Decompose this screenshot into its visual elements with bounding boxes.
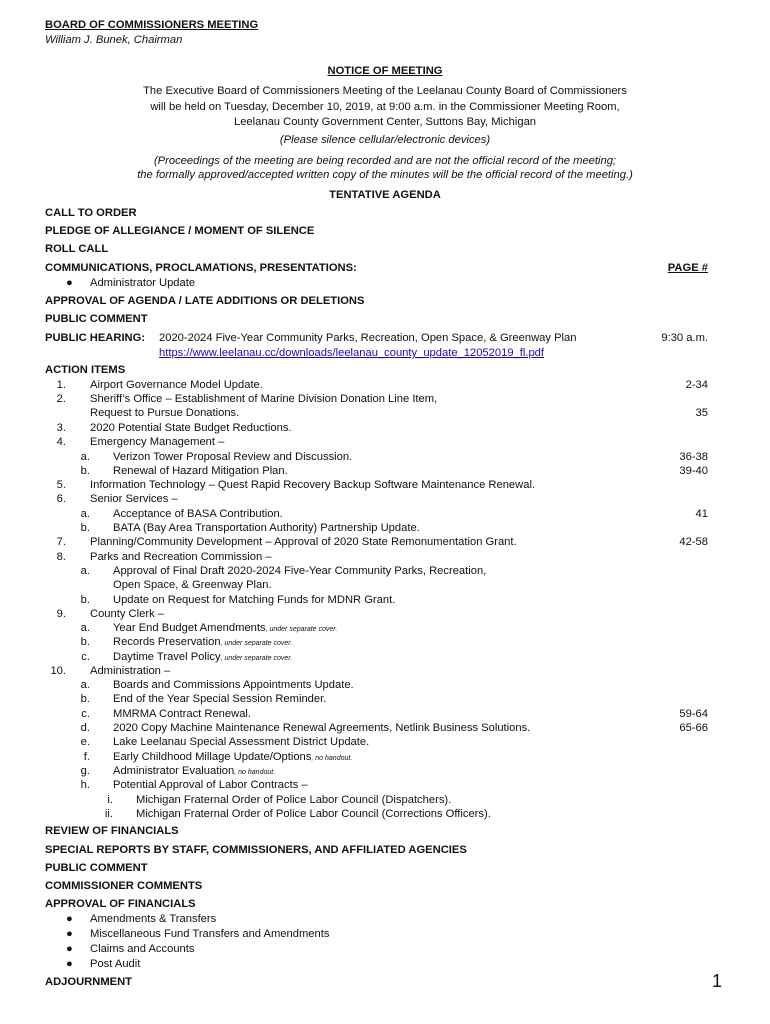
action-item: [0, 392, 770, 406]
item-title: Administrator Evaluation: [113, 765, 235, 777]
commissioner-comments-heading: COMMISSIONER COMMENTS: [45, 880, 203, 892]
admin-update: Administrator Update: [90, 277, 196, 289]
item-number: b.: [80, 594, 90, 606]
list-item: [0, 942, 770, 956]
item-number: d.: [80, 722, 90, 734]
item-text: [113, 735, 369, 751]
proceedings-line: (Proceedings of the meeting are being recorded and are not the official record of the meeting;: [153, 155, 617, 167]
action-item: [0, 807, 770, 821]
list-item: [0, 276, 770, 290]
item-number: c.: [81, 708, 90, 720]
action-item: [0, 593, 770, 607]
action-item: [0, 707, 770, 721]
item-text: [113, 778, 308, 794]
item-title: Daytime Travel Policy: [113, 651, 221, 663]
bullet-icon: ●: [66, 913, 73, 925]
action-item: [0, 664, 770, 678]
item-title: Airport Governance Model Update.: [90, 379, 263, 391]
chairman-name: William J. Bunek, Chairman: [45, 34, 183, 46]
item-title: MMRMA Contract Renewal.: [113, 708, 252, 720]
action-item: [0, 678, 770, 692]
action-items-heading: ACTION ITEMS: [45, 364, 126, 376]
approval-agenda-heading: APPROVAL OF AGENDA / LATE ADDITIONS OR DELETIONS: [45, 295, 365, 307]
page-number: 1: [711, 971, 722, 991]
item-title: Michigan Fraternal Order of Police Labor Council (Dispatchers).: [136, 794, 452, 806]
bullet-icon: ●: [66, 277, 73, 289]
financial-item: Amendments & Transfers: [90, 913, 217, 925]
item-title: Emergency Management –: [90, 436, 225, 448]
item-number: 2.: [56, 393, 66, 405]
item-title: Sheriff’s Office – Establishment of Marine Division Donation Line Item,: [90, 393, 438, 405]
action-item: [0, 550, 770, 564]
notice-line: The Executive Board of Commissioners Meeting of the Leelanau County Board of Commissioners: [143, 85, 627, 97]
financial-item: Post Audit: [90, 958, 141, 970]
item-title: Parks and Recreation Commission –: [90, 551, 272, 563]
item-title: BATA (Bay Area Transportation Authority) Partnership Update.: [113, 522, 420, 534]
item-number: 8.: [56, 551, 66, 563]
financial-item: Claims and Accounts: [90, 943, 195, 955]
item-number: 6.: [56, 493, 66, 505]
notice-line: will be held on Tuesday, December 10, 2019, at 9:00 a.m. in the Commissioner Meeting Room,: [150, 100, 620, 113]
action-item: [0, 778, 770, 792]
item-note: , no handout.: [234, 769, 276, 776]
item-page: 41: [695, 508, 708, 520]
action-item: [0, 793, 770, 807]
action-item: [0, 621, 770, 635]
action-item: [0, 435, 770, 449]
action-item: [0, 450, 770, 464]
item-title: Lake Leelanau Special Assessment District Update.: [113, 736, 370, 748]
action-item: [0, 464, 770, 478]
item-title: Senior Services –: [90, 493, 178, 505]
item-number: h.: [80, 779, 90, 791]
item-number: 4.: [56, 436, 66, 448]
action-item: [0, 564, 770, 578]
list-item: [0, 912, 770, 926]
action-item: [0, 721, 770, 735]
item-note: , under separate cover.: [220, 640, 293, 647]
item-note: , no handout.: [311, 755, 353, 762]
item-number: i.: [107, 794, 113, 806]
item-title: Planning/Community Development – Approval of 2020 State Remonumentation Grant.: [90, 536, 517, 548]
item-number: 1.: [56, 379, 66, 391]
item-number: c.: [81, 651, 90, 663]
item-number: g.: [80, 765, 90, 777]
action-item: [0, 764, 770, 778]
action-item: [0, 535, 770, 549]
item-text: [113, 635, 292, 651]
financial-item: Miscellaneous Fund Transfers and Amendments: [90, 928, 330, 940]
item-title: Boards and Commissions Appointments Update.: [113, 679, 354, 691]
item-page: 65-66: [679, 722, 708, 734]
public-hearing-text: 2020-2024 Five-Year Community Parks, Recreation, Open Space, & Greenway Plan: [159, 332, 577, 344]
item-title: Approval of Final Draft 2020-2024 Five-Year Community Parks, Recreation,: [113, 565, 487, 577]
roll-call: ROLL CALL: [45, 243, 109, 255]
item-number: 9.: [56, 608, 66, 620]
item-title: Year End Budget Amendments: [113, 622, 266, 634]
silence-note: (Please silence cellular/electronic devices): [279, 134, 491, 146]
special-reports-heading: SPECIAL REPORTS BY STAFF, COMMISSIONERS, AND AFFILIATED AGENCIES: [45, 844, 467, 856]
communications-heading: COMMUNICATIONS, PROCLAMATIONS, PRESENTATIONS:: [45, 262, 357, 274]
item-text: [90, 492, 178, 508]
tentative-agenda-title: TENTATIVE AGENDA: [329, 189, 441, 201]
item-title: Early Childhood Millage Update/Options: [113, 751, 312, 763]
item-title: 2020 Copy Machine Maintenance Renewal Agreements, Netlink Business Solutions.: [113, 722, 531, 734]
public-hearing-label: PUBLIC HEARING:: [45, 332, 146, 344]
item-title: Acceptance of BASA Contribution.: [113, 508, 283, 520]
call-to-order: CALL TO ORDER: [45, 207, 137, 219]
item-number: a.: [80, 508, 90, 520]
bullet-icon: ●: [66, 943, 73, 955]
item-text: [136, 807, 491, 823]
item-title: County Clerk –: [90, 608, 164, 620]
item-number: f.: [83, 751, 90, 763]
item-page: 36-38: [679, 451, 708, 463]
public-hearing-row: [0, 331, 770, 345]
item-title: Potential Approval of Labor Contracts –: [113, 779, 308, 791]
item-number: a.: [80, 679, 90, 691]
notice-title: NOTICE OF MEETING: [327, 65, 443, 77]
notice-body: [0, 84, 770, 131]
item-number: e.: [80, 736, 90, 748]
item-text: [90, 435, 224, 451]
item-title: Records Preservation: [113, 636, 221, 648]
item-title: Renewal of Hazard Mitigation Plan.: [113, 465, 288, 477]
item-title: 2020 Potential State Budget Reductions.: [90, 422, 292, 434]
item-page: 2-34: [685, 379, 708, 391]
action-item: [0, 521, 770, 535]
item-title: Information Technology – Quest Rapid Recovery Backup Software Maintenance Renewal.: [90, 479, 536, 491]
notice-line: Leelanau County Government Center, Suttons Bay, Michigan: [233, 116, 537, 128]
action-item: [0, 478, 770, 492]
item-number: 3.: [56, 422, 66, 434]
item-number: b.: [80, 693, 90, 705]
item-number: a.: [80, 622, 90, 634]
item-title: Administration –: [90, 665, 171, 677]
action-item: [0, 507, 770, 521]
item-page: 42-58: [679, 536, 708, 548]
item-text-continued: Request to Pursue Donations.: [90, 407, 240, 419]
item-number: b.: [80, 522, 90, 534]
item-note: , under separate cover.: [265, 626, 338, 633]
proceedings-note: [0, 154, 770, 182]
page-number-header: PAGE #: [667, 262, 708, 274]
list-item: [0, 957, 770, 971]
item-number: b.: [80, 636, 90, 648]
action-item: [0, 635, 770, 649]
public-comment-heading: PUBLIC COMMENT: [45, 313, 148, 325]
bullet-icon: ●: [66, 928, 73, 940]
adjournment-heading: ADJOURNMENT: [45, 976, 133, 988]
item-page: 35: [695, 407, 708, 419]
item-text: [90, 535, 517, 551]
list-item: [0, 927, 770, 941]
item-page: 39-40: [679, 465, 708, 477]
item-title: Update on Request for Matching Funds for MDNR Grant.: [113, 594, 396, 606]
public-hearing-time: 9:30 a.m.: [661, 332, 708, 344]
bullet-icon: ●: [66, 958, 73, 970]
pledge-heading: PLEDGE OF ALLEGIANCE / MOMENT OF SILENCE: [45, 225, 315, 237]
action-item-continued: [0, 578, 770, 592]
item-page: 59-64: [679, 708, 708, 720]
hearing-document-link[interactable]: https://www.leelanau.cc/downloads/leelanau_county_update_12052019_fl.pdf: [159, 347, 545, 359]
document-header: [45, 18, 258, 48]
item-title: Verizon Tower Proposal Review and Discussion.: [113, 451, 353, 463]
proceedings-line: the formally approved/accepted written copy of the minutes will be the official record of the meeting.): [137, 169, 633, 181]
item-number: a.: [80, 565, 90, 577]
item-number: ii.: [104, 808, 113, 820]
review-financials-heading: REVIEW OF FINANCIALS: [45, 825, 179, 837]
action-item: [0, 607, 770, 621]
item-title: Michigan Fraternal Order of Police Labor Council (Corrections Officers).: [136, 808, 491, 820]
action-item: [0, 735, 770, 749]
hearing-link-row: [0, 346, 770, 360]
item-text-continued: Open Space, & Greenway Plan.: [113, 579, 272, 591]
item-note: , under separate cover.: [220, 655, 293, 662]
board-title: BOARD OF COMMISSIONERS MEETING: [45, 19, 259, 31]
approval-financials-heading: APPROVAL OF FINANCIALS: [45, 898, 196, 910]
action-item: [0, 378, 770, 392]
action-item: [0, 650, 770, 664]
item-number: 5.: [56, 479, 66, 491]
action-item: [0, 421, 770, 435]
action-item: [0, 692, 770, 706]
action-item-continued: [0, 406, 770, 420]
action-item: [0, 750, 770, 764]
action-item: [0, 492, 770, 506]
item-number: 7.: [56, 536, 66, 548]
item-text: [113, 692, 326, 708]
public-comment-heading-2: PUBLIC COMMENT: [45, 862, 148, 874]
item-number: b.: [80, 465, 90, 477]
item-number: 10.: [50, 665, 66, 677]
item-number: a.: [80, 451, 90, 463]
item-title: End of the Year Special Session Reminder.: [113, 693, 327, 705]
